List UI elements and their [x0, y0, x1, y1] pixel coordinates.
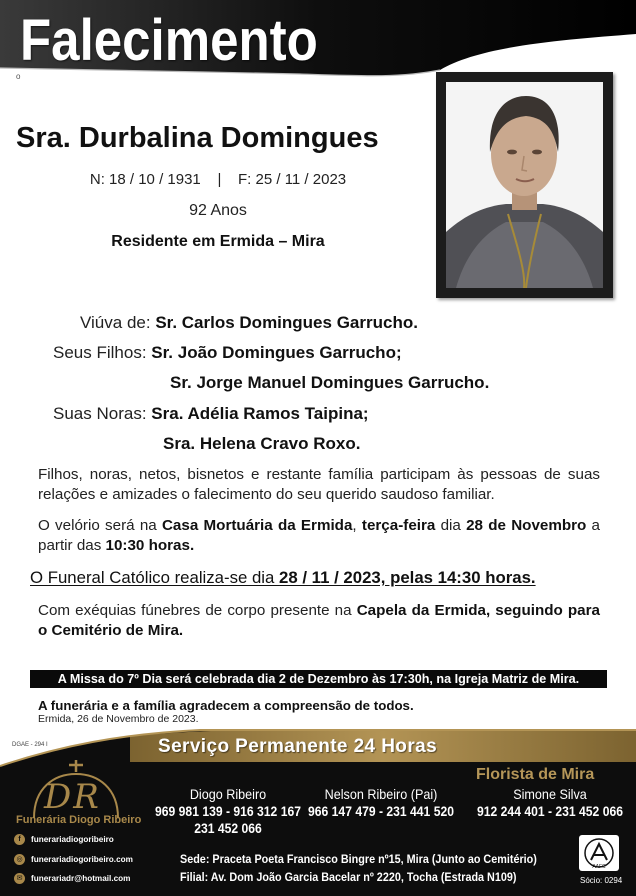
dgae-code: DGAE - 294 I	[12, 742, 48, 748]
social-website[interactable]	[14, 854, 133, 865]
daughters-in-law-line	[53, 404, 369, 424]
child-1: Sr. João Domingues Garrucho;	[151, 343, 402, 362]
child-2: Sr. Jorge Manuel Domingues Garrucho.	[170, 373, 490, 392]
exequias-place: Capela da Ermida, seguindo para o Cemitério de Mira.	[38, 602, 600, 639]
contact-diogo	[147, 786, 309, 837]
contact-simone	[474, 786, 625, 820]
social-facebook-text: funerariadiogoribeiro	[31, 835, 114, 844]
contact-phones: 912 244 401 - 231 452 066	[477, 804, 623, 819]
birth-death-dates: N: 18 / 10 / 1931 | F: 25 / 11 / 2023	[89, 171, 347, 188]
badge-text: AAFC	[592, 864, 606, 870]
wake-paragraph	[38, 516, 600, 556]
wake-place: Casa Mortuária da Ermida	[161, 517, 353, 534]
page-title: Falecimento	[20, 8, 318, 73]
funeral-home-name: Funerária Diogo Ribeiro	[16, 814, 142, 826]
service-banner: Serviço Permanente 24 Horas	[158, 736, 438, 757]
email-icon: ✉	[14, 873, 25, 884]
contact-nelson	[305, 786, 458, 820]
widow-label: Viúva de:	[80, 313, 151, 332]
member-number: Sócio: 0294	[580, 876, 623, 885]
social-facebook[interactable]	[14, 834, 114, 845]
portrait-photo	[436, 72, 613, 298]
globe-icon: ◎	[14, 854, 25, 865]
portrait-image	[446, 82, 603, 288]
address-branch: Filial: Av. Dom João Garcia Bacelar nº 2220, Tocha (Estrada N109)	[180, 870, 517, 884]
contact-phones-2: 231 452 066	[194, 821, 262, 836]
daughter-in-law-2-line	[163, 434, 360, 454]
exequias-text: Com exéquias fúnebres de corpo presente na	[38, 602, 357, 619]
widow-name: Sr. Carlos Domingues Garrucho.	[155, 313, 418, 332]
wake-text-1: O velório será na	[38, 517, 162, 534]
funeral-line	[30, 568, 536, 588]
age: 92 Anos	[189, 202, 247, 219]
children-label: Seus Filhos:	[53, 343, 147, 362]
wake-text-2: ,	[352, 517, 362, 534]
social-website-text: funerariadiogoribeiro.com	[31, 855, 133, 864]
exequias-paragraph	[38, 601, 600, 641]
association-badge-icon	[578, 834, 620, 872]
florist-name: Florista de Mira	[476, 766, 595, 783]
social-email-text: funerariadr@hotmail.com	[31, 874, 131, 883]
contact-phones: 966 147 479 - 231 441 520	[308, 804, 454, 819]
wake-day: terça-feira	[361, 517, 436, 534]
deceased-name: Sra. Durbalina Domingues	[16, 122, 379, 154]
child-2-line	[170, 373, 489, 393]
contact-name: Simone Silva	[513, 786, 587, 802]
social-email[interactable]	[14, 873, 130, 884]
mass-banner: A Missa do 7º Dia será celebrada dia 2 de Dezembro às 17:30h, na Igreja Matriz de Mira.	[30, 670, 607, 688]
funeral-text: O Funeral Católico realiza-se dia	[30, 568, 280, 587]
widow-line	[80, 313, 418, 333]
announcement-paragraph: Filhos, noras, netos, bisnetos e restante família participam às pessoas de suas relações e amizades o falecimento do seu querido saudoso familiar.	[38, 466, 600, 503]
wake-time: 10:30 horas.	[105, 537, 195, 554]
daughter-in-law-1: Sra. Adélia Ramos Taipina;	[151, 404, 369, 423]
contact-phones: 969 981 139 - 916 312 167	[155, 804, 301, 819]
wake-date: 28 de Novembro	[466, 517, 587, 534]
funeral-datetime: 28 / 11 / 2023, pelas 14:30 horas.	[279, 568, 536, 587]
contact-name: Nelson Ribeiro (Pai)	[324, 786, 438, 802]
thanks-line: A funerária e a família agradecem a compreensão de todos.	[38, 698, 414, 713]
wake-text-4: a partir das	[38, 517, 601, 554]
place-date: Ermida, 26 de Novembro de 2023.	[38, 713, 199, 725]
tiny-mark: o	[16, 72, 21, 81]
daughter-in-law-2: Sra. Helena Cravo Roxo.	[163, 434, 361, 453]
wake-text-3: dia	[435, 517, 467, 534]
address-headquarters: Sede: Praceta Poeta Francisco Bingre nº15, Mira (Junto ao Cemitério)	[180, 852, 537, 866]
children-line	[53, 343, 402, 363]
logo-letters: DR	[44, 777, 101, 817]
daughters-in-law-label: Suas Noras:	[53, 404, 147, 423]
contact-name: Diogo Ribeiro	[189, 786, 267, 802]
residence: Residente em Ermida – Mira	[111, 233, 325, 250]
facebook-icon: f	[14, 834, 25, 845]
